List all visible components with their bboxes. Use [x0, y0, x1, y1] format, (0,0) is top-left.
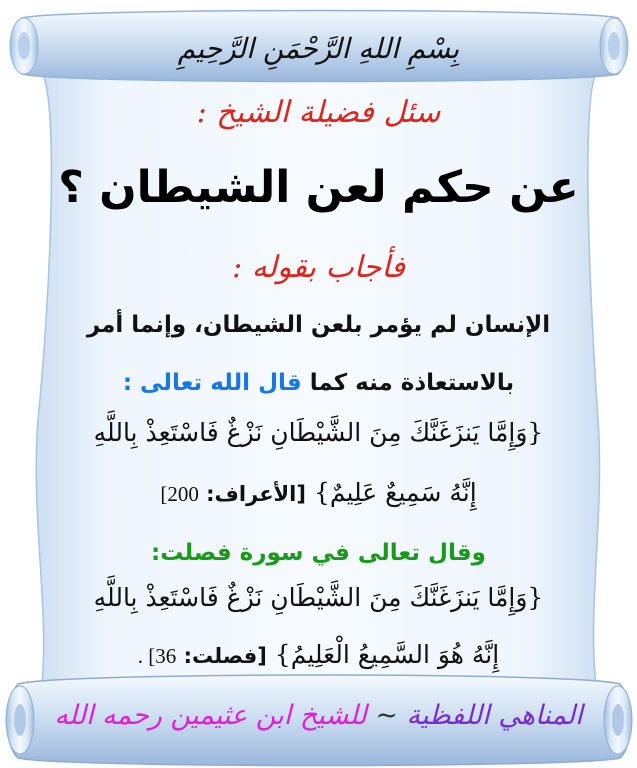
- verse-2-line-2: [40, 640, 597, 669]
- verse-1-line-1: {وَإِمَّا يَنزَغَنَّكَ مِنَ الشَّيْطَانِ نَزْغٌ فَاسْتَعِذْ بِاللَّهِ: [93, 418, 544, 447]
- footer-separator: ~: [375, 700, 398, 731]
- body-line-1: الإنسان لم يؤمر بلعن الشيطان، وإنما أمر: [86, 312, 551, 338]
- surah-fussilat-intro: وقال تعالى في سورة فصلت:: [151, 540, 486, 566]
- verse-2-text: إِنَّهُ هُوَ السَّمِيعُ الْعَلِيمُ}: [274, 640, 500, 669]
- question-heading: عن حكم لعن الشيطان ؟: [58, 162, 579, 213]
- verse-1-text: إِنَّهُ سَمِيعٌ عَلِيمٌ}: [313, 478, 477, 507]
- body-line-2: [40, 370, 597, 396]
- verse-1-surah: [الأعراف:: [206, 482, 306, 506]
- verse-2-number: 36] .: [137, 644, 177, 668]
- verse-1-reference: [160, 482, 306, 506]
- verse-1-line-2: [40, 478, 597, 507]
- verse-1-number: 200]: [160, 482, 199, 506]
- quote-intro-highlight: قال الله تعالى :: [122, 370, 302, 396]
- basmala-calligraphy: بِسْمِ اللهِ الرَّحْمَنِ الرَّحِيمِ: [177, 32, 460, 65]
- verse-2-reference: [138, 644, 267, 668]
- verse-2-surah: [فصلت:: [183, 644, 267, 668]
- intro-line: سئل فضيلة الشيخ :: [196, 95, 441, 130]
- answer-intro-line: فأجاب بقوله :: [232, 250, 405, 285]
- body-line-2-text: بالاستعاذة منه كما: [309, 370, 515, 396]
- source-footer: [0, 700, 637, 744]
- book-title: المناهي اللفظية: [406, 700, 583, 731]
- author-credit: للشيخ ابن عثيمين رحمه الله: [54, 700, 367, 731]
- scroll-text: [40, 0, 597, 768]
- verse-2-line-1: {وَإِمَّا يَنزَغَنَّكَ مِنَ الشَّيْطَانِ نَزْغٌ فَاسْتَعِذْ بِاللَّهِ: [93, 583, 544, 612]
